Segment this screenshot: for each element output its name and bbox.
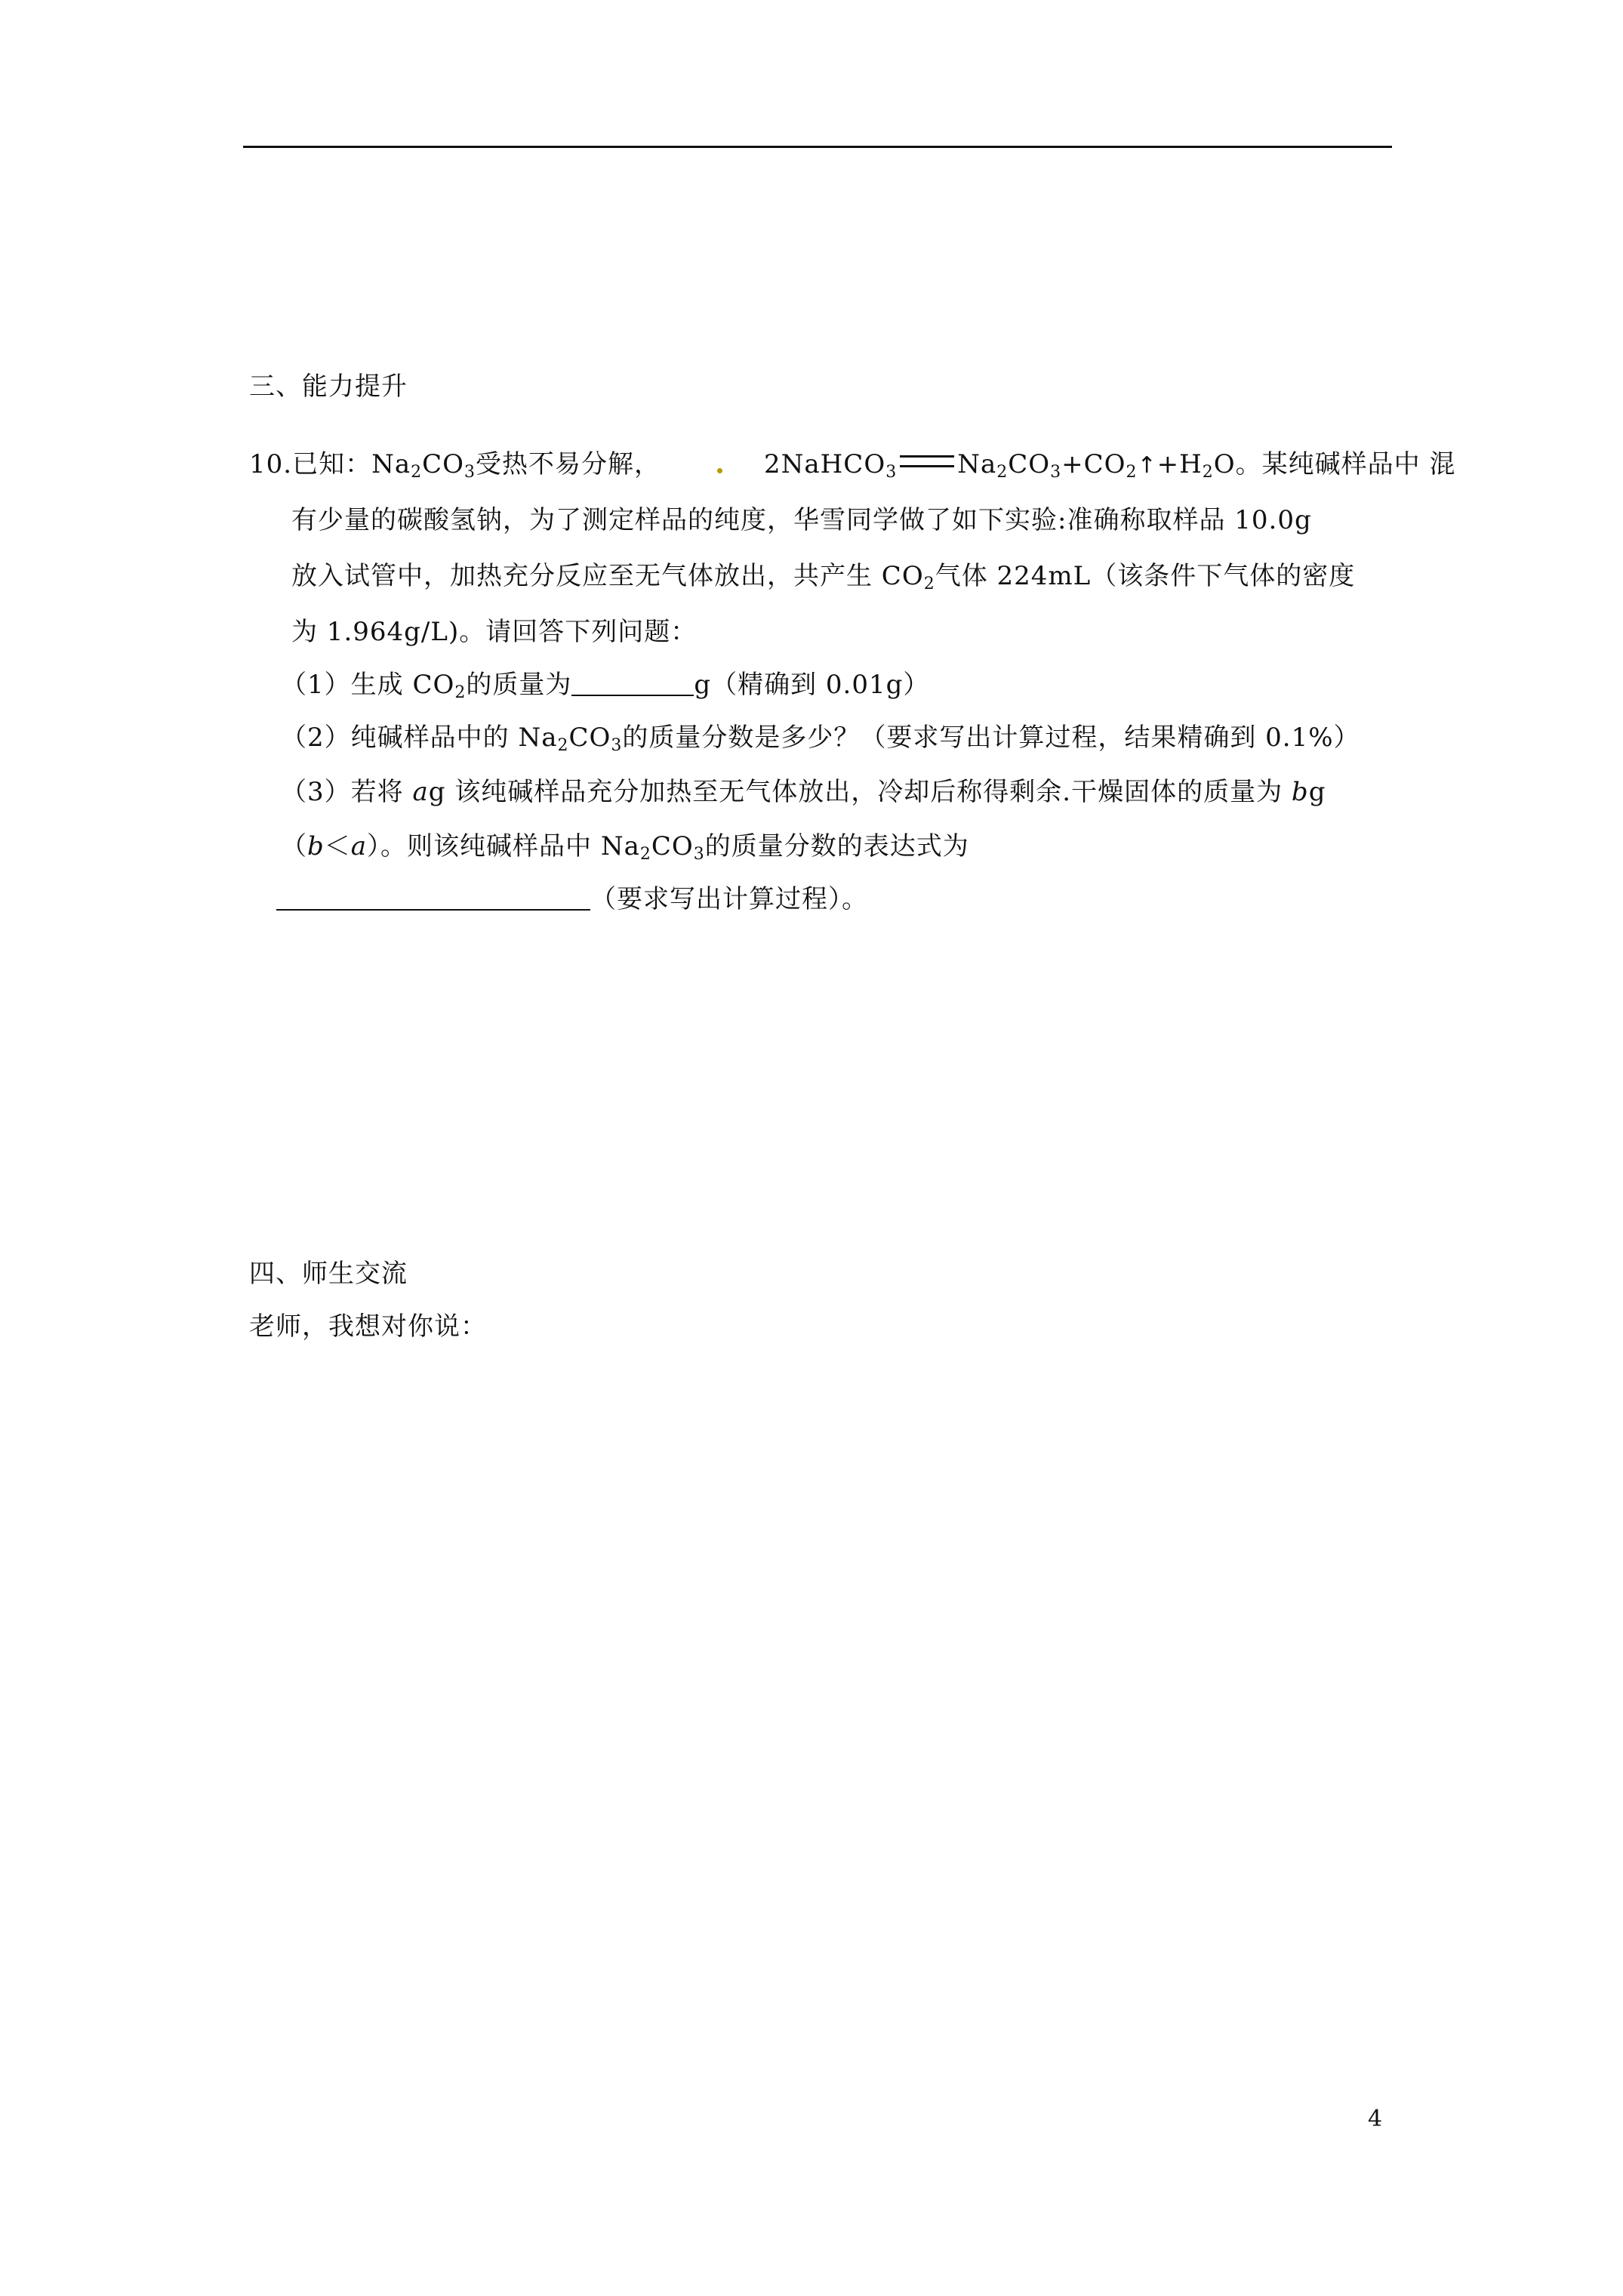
question-10-part-1: （1）生成 $CO_2$的质量为 g（精确到 0.01g）: [281, 670, 930, 702]
question-10-line-1: 10.已知：$Na_2CO_3$受热不易分解，: [249, 449, 661, 482]
answer-blank-co2-mass[interactable]: [571, 670, 694, 696]
stray-dot-mark: [717, 468, 722, 473]
teacher-message-prompt: 老师，我想对你说：: [249, 1311, 487, 1342]
equals-reaction-sign: [900, 455, 954, 467]
question-10-line-2: 有少量的碳酸氢钠，为了测定样品的纯度，华雪同学做了如下实验:准确称取样品 10.0g: [291, 505, 1312, 535]
section-heading-ability: 三、能力提升: [249, 371, 408, 402]
question-10-part-3-line-3: （要求写出计算过程）。: [276, 883, 868, 916]
question-10-line-4: 为 1.964g/L)。请回答下列问题：: [291, 617, 698, 647]
question-number: 10.: [249, 449, 293, 479]
section-heading-exchange: 四、师生交流: [249, 1259, 408, 1289]
question-10-part-2: （2）纯碱样品中的 $Na_2CO_3$的质量分数是多少？（要求写出计算过程，结果精确到 0.1%）: [281, 723, 1360, 755]
chemical-equation: 2NaHCO$_3$ $Na_2CO_3+CO_2↑+H_2O$。某纯碱样品中 混: [764, 449, 1456, 482]
question-10-line-3: 放入试管中，加热充分反应至无气体放出，共产生 $CO_2$气体 224mL（该条件下气体的密度: [291, 561, 1356, 593]
header-rule: [243, 146, 1392, 148]
question-10-part-3: （3）若将 ag 该纯碱样品充分加热至无气体放出，冷却后称得剩余.干燥固体的质量为 bg: [281, 777, 1326, 807]
answer-blank-expression[interactable]: [276, 885, 590, 911]
gas-up-arrow-icon: ↑: [1137, 452, 1157, 479]
page-number: 4: [1368, 2106, 1383, 2132]
question-10-part-3-line-2: （b＜a）。则该纯碱样品中 $Na_2CO_3$的质量分数的表达式为: [281, 831, 969, 864]
